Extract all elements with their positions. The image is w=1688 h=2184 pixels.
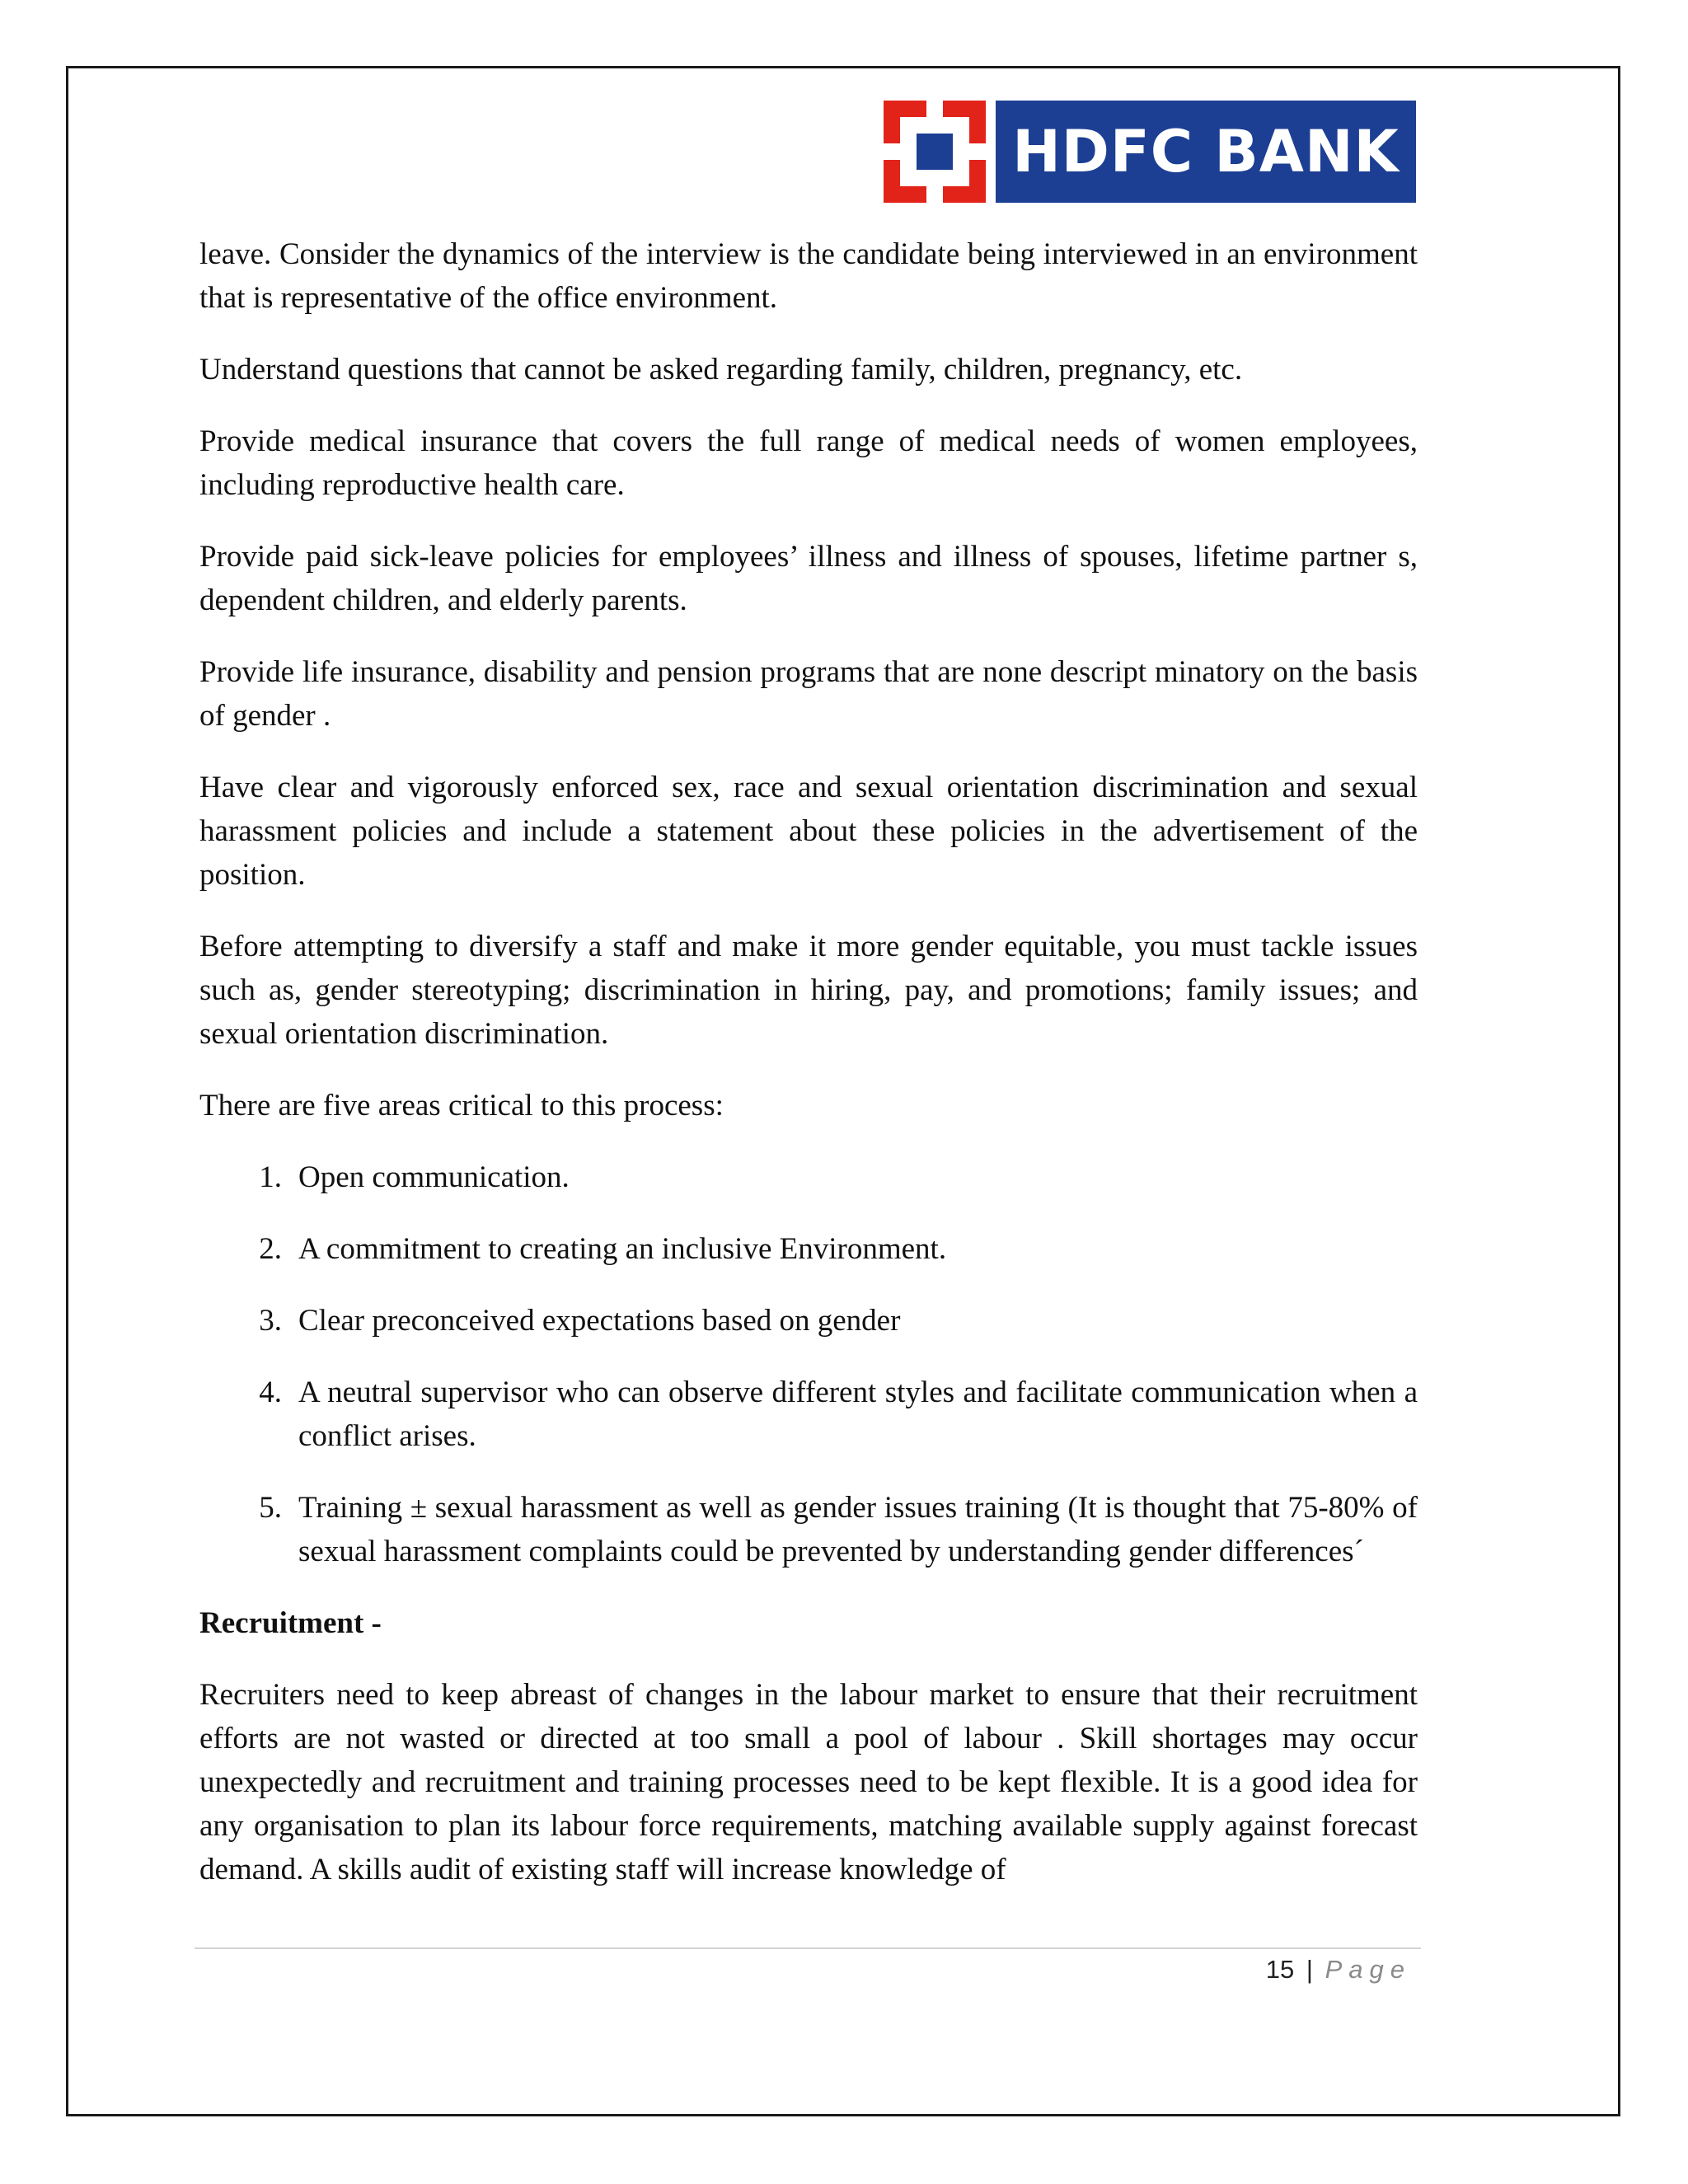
list-item bbox=[199, 1227, 1418, 1271]
page-number: 15 bbox=[1265, 1955, 1295, 1984]
paragraph-7: Before attempting to diversify a staff and make it more gender equitable, you must tackle issues such as, gender stereotyping; discrimination in hiring, pay, and promotions; family issues; and sexual orientation discrimination. bbox=[199, 930, 1418, 1051]
list-item-number: 3. bbox=[259, 1304, 282, 1338]
list-item-text: Training ± sexual harassment as well as gender issues training (It is thought that 75-80% of sexual harassment complaints could be prevented by understanding gender differences´ bbox=[298, 1491, 1418, 1568]
footer-separator: | bbox=[1306, 1955, 1313, 1984]
closing-paragraph: Recruiters need to keep abreast of changes in the labour market to ensure that their recruitment efforts are not wasted or directed at too small a pool of labour . Skill shortages may occur unexpectedly and recruitment and training processes need to be kept flexible. It is a good idea for any organisation to plan its labour force requirements, matching available supply against forecast demand. A skills audit of existing staff will increase knowledge of bbox=[199, 1678, 1418, 1886]
critical-areas-list bbox=[199, 1155, 1418, 1573]
list-item-text: Open communication. bbox=[298, 1160, 570, 1194]
list-item bbox=[199, 1299, 1418, 1343]
list-item-number: 1. bbox=[259, 1160, 282, 1194]
list-item-number: 4. bbox=[259, 1376, 282, 1409]
paragraph-5: Provide life insurance, disability and pension programs that are none descript minatory on the basis of gender . bbox=[199, 655, 1418, 733]
page-label: Page bbox=[1325, 1955, 1411, 1984]
list-item-number: 2. bbox=[259, 1232, 282, 1266]
footer-divider bbox=[195, 1947, 1421, 1949]
section-heading: Recruitment - bbox=[199, 1606, 382, 1640]
logo-text: HDFC BANK bbox=[1012, 118, 1400, 185]
paragraph-6: Have clear and vigorously enforced sex, race and sexual orientation discrimination and sexual harassment policies and include a statement about these policies in the advertisement of the position. bbox=[199, 771, 1418, 892]
hdfc-logo-mark-icon bbox=[884, 101, 986, 203]
logo-text-box bbox=[996, 101, 1416, 203]
list-item-text: A neutral supervisor who can observe different styles and facilitate communication when a conflict arises. bbox=[298, 1376, 1418, 1453]
document-body bbox=[199, 232, 1418, 1919]
list-item-number: 5. bbox=[259, 1491, 282, 1525]
hdfc-bank-logo bbox=[884, 101, 1416, 203]
list-item bbox=[199, 1155, 1418, 1199]
page-footer bbox=[1154, 1952, 1411, 1988]
list-item bbox=[199, 1486, 1418, 1573]
list-item bbox=[199, 1371, 1418, 1458]
paragraph-4: Provide paid sick-leave policies for employees’ illness and illness of spouses, lifetime partner s, dependent children, and elderly parents. bbox=[199, 540, 1418, 617]
paragraph-2: Understand questions that cannot be asked regarding family, children, pregnancy, etc. bbox=[199, 353, 1243, 387]
list-item-text: Clear preconceived expectations based on gender bbox=[298, 1304, 901, 1338]
list-item-text: A commitment to creating an inclusive Environment. bbox=[298, 1232, 947, 1266]
paragraph-1: leave. Consider the dynamics of the interview is the candidate being interviewed in an environment that is representative of the office environment. bbox=[199, 237, 1418, 315]
paragraph-8: There are five areas critical to this process: bbox=[199, 1089, 724, 1122]
paragraph-3: Provide medical insurance that covers the full range of medical needs of women employees, including reproductive health care. bbox=[199, 424, 1418, 502]
